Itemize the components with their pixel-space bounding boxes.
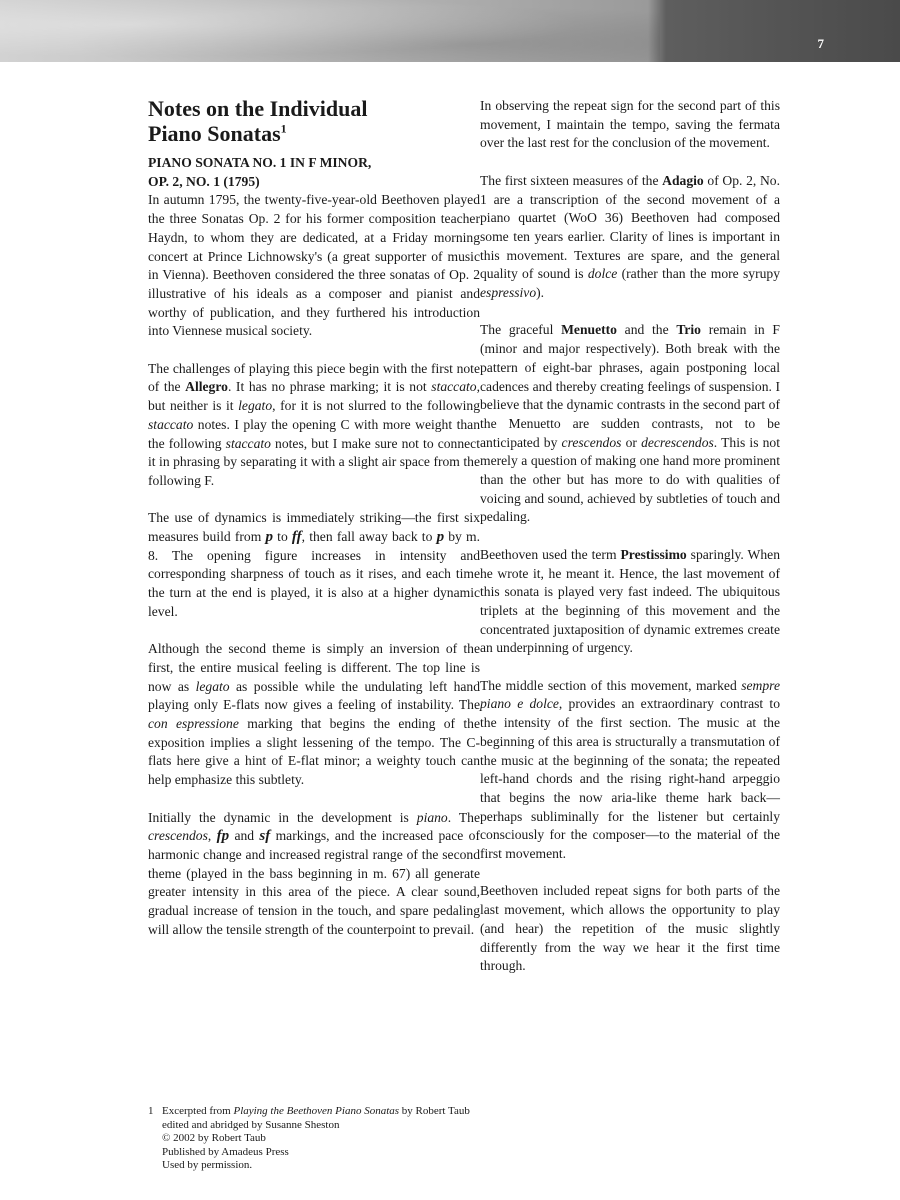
italic-term: staccato — [148, 416, 194, 432]
paragraph-right-4 — [480, 546, 780, 658]
subhead-line-2: OP. 2, NO. 1 (1795) — [148, 173, 260, 189]
header-texture — [0, 0, 660, 62]
paragraph-right-5 — [480, 677, 780, 864]
right-column — [480, 97, 780, 995]
italic-term: staccato — [431, 379, 477, 395]
text-run: , for it is not slurred to the following — [272, 398, 481, 414]
text-run: (rather than the more syrupy — [617, 266, 780, 282]
paragraph-left-3 — [148, 509, 480, 621]
text-run: notes, but I make sure not to connect it in phrasing by separating it with a slight air space from the following F. — [148, 435, 480, 488]
paragraph-right-1: In observing the repeat sign for the second part of this movement, I maintain the tempo, saving the fermata over the last rest for the conclusion of the movement. — [480, 98, 780, 151]
paragraph-left-2 — [148, 360, 480, 491]
text-run: remain in F (minor and major respectively). Both break with the pattern of eight-bar phrases, again postponing local cadences and thereby creating feelings of suspension. I believe that the dynamic contrasts in the second part of the Menuetto are sudden contrasts, not to be anticipated by — [480, 322, 780, 450]
left-column — [148, 96, 480, 958]
text-run: Initially the dynamic in the development is — [148, 809, 417, 825]
italic-term: crescendos — [148, 828, 208, 844]
tempo-term: Prestissimo — [620, 546, 687, 562]
text-run: as possible while the undulating left hand playing only E-flats now gives a feeling of instability. The — [148, 678, 480, 713]
book-title: Playing the Beethoven Piano Sonatas — [233, 1105, 400, 1117]
paragraph-right-2 — [480, 172, 780, 303]
text-run: of Op. 2, No. 1 are a transcription of the second movement of a piano quartet (WoO 36) Beethoven had composed some ten years earlier. Clarity of lines is important in this movement. Textures are spare, and the general quality of sound is — [480, 172, 781, 282]
text-run: notes. I play the opening C with more weight than the following — [148, 416, 480, 451]
text-run: The use of dynamics is immediately striking—the first six measures build from — [148, 510, 480, 545]
italic-term: dolce — [587, 266, 618, 282]
tempo-term: Allegro — [185, 379, 228, 395]
footnote — [148, 1105, 668, 1173]
paragraph-left-5 — [148, 809, 480, 940]
dynamic-mark: p — [436, 529, 445, 546]
paragraph-right-6: Beethoven included repeat signs for both parts of the last movement, which allows the opportunity to play (and hear) the repetition of the music slightly differently from the way we hear it the first time through. — [480, 883, 780, 974]
footnote-line-2: edited and abridged by Susanne Sheston — [162, 1118, 340, 1131]
tempo-term: Trio — [676, 322, 701, 338]
footnote-line-5: Used by permission. — [162, 1159, 253, 1171]
text-run: The first sixteen measures of the — [480, 172, 663, 188]
text-run: by Robert Taub — [399, 1105, 470, 1117]
text-run: , provides an extraordinary contrast to the intensity of the first section. The music at the beginning of this area is structurally a transmutation of the music at the beginning of the sonata; the repeated left-hand chords and the rising right-hand arpeggio that begins the now aria-like theme hark back—perhaps subliminally for the listener but certainly consciously for the composer—to the material of the first movement. — [480, 696, 780, 862]
tempo-term: Adagio — [662, 172, 704, 188]
italic-term: legato — [195, 678, 230, 694]
text-run: by m. 8. The opening figure increases in intensity and corresponding sharpness of touch as it rises, and each time the turn at the end is played, it is also at a higher dynamic level. — [148, 529, 480, 619]
text-run: The middle section of this movement, marked — [480, 677, 742, 693]
text-run: Excerpted from — [162, 1105, 234, 1117]
text-run: or — [621, 434, 642, 450]
text-run: to — [272, 529, 292, 545]
italic-term: staccato — [225, 435, 271, 451]
text-run: . This is not merely a question of making one hand more prominent than the other but has more to do with qualities of voicing and sound, achieved by subtleties of touch and pedaling. — [480, 434, 781, 525]
section-subhead — [148, 154, 480, 191]
page-number: 7 — [817, 36, 824, 51]
page-title — [148, 96, 480, 146]
italic-term: espressivo — [480, 285, 537, 301]
text-run: Beethoven used the term — [480, 546, 621, 562]
paragraph-left-1: In autumn 1795, the twenty-five-year-old Beethoven played the three Sonatas Op. 2 for his former composition teacher Haydn, to whom they are dedicated, at a Friday morning concert at Prince Lichnowsky's (a great supporter of music in Vienna). Beethoven considered the three sonatas of Op. 2 illustrative of his ideals as a composer and pianist and worthy of publication, and they furthered his introduction into Viennese musical society. — [148, 192, 480, 339]
italic-term: sempre piano e dolce — [480, 677, 780, 712]
text-run: markings, and the increased pace of harmonic change and increased registral range of the second theme (played in the bass beginning in m. 67) all generate greater intensity in this area of the piece. A clear sound, gradual increase of tension in the touch, and spare pedaling will allow the tensile strength of the counterpoint to prevail. — [148, 828, 480, 937]
footnote-line-4: Published by Amadeus Press — [162, 1145, 289, 1158]
text-run: Although the second theme is simply an inversion of the first, the entire musical feeling is different. The top line is now as — [148, 641, 480, 694]
header-band — [0, 0, 900, 62]
text-run: . It has no phrase marking; it is not — [227, 379, 432, 395]
text-run: and — [229, 828, 260, 844]
text-run: . The — [447, 809, 480, 825]
footnote-number: 1 — [148, 1105, 154, 1117]
text-run: , — [207, 828, 217, 844]
text-run: sparingly. When he wrote it, he meant it. Hence, the last movement of this sonata is played very fast indeed. The ubiquitous triplets at the beginning of this movement and the concentrated juxtaposition of dynamic extremes create an underpinning of urgency. — [480, 546, 780, 656]
text-run: marking that begins the ending of the exposition implies a slight lessening of the tempo. The C-flats here give a hint of E-flat minor; a weighty touch can help emphasize this subtlety. — [148, 716, 480, 788]
text-run: ). — [536, 285, 545, 301]
italic-term: con espressione — [148, 716, 239, 732]
dynamic-mark: ff — [291, 529, 302, 546]
italic-term: crescendos — [561, 434, 622, 450]
tempo-term: Menuetto — [561, 322, 617, 338]
title-line-2: Piano Sonatas — [148, 121, 281, 146]
text-run: , but neither is it — [148, 379, 480, 414]
subhead-line-1: PIANO SONATA NO. 1 IN F MINOR, — [148, 155, 372, 170]
text-run: , then fall away back to — [301, 529, 437, 545]
italic-term: piano — [416, 809, 448, 825]
text-run: The graceful — [480, 322, 562, 338]
footnote-marker[interactable]: 1 — [280, 121, 287, 136]
paragraph-left-4 — [148, 640, 480, 790]
text-run: The challenges of playing this piece begin with the first note of the — [148, 360, 480, 395]
dynamic-mark: p — [265, 529, 273, 546]
title-line-1: Notes on the Individual — [148, 96, 368, 121]
text-run: and the — [616, 322, 677, 338]
dynamic-mark: fp — [216, 828, 230, 845]
italic-term: legato — [238, 398, 273, 414]
paragraph-right-3 — [480, 321, 780, 527]
footnote-line-1 — [148, 1105, 668, 1119]
dynamic-mark: sf — [259, 828, 271, 845]
italic-term: decrescendos — [641, 434, 714, 450]
footnote-line-3: © 2002 by Robert Taub — [162, 1132, 266, 1144]
